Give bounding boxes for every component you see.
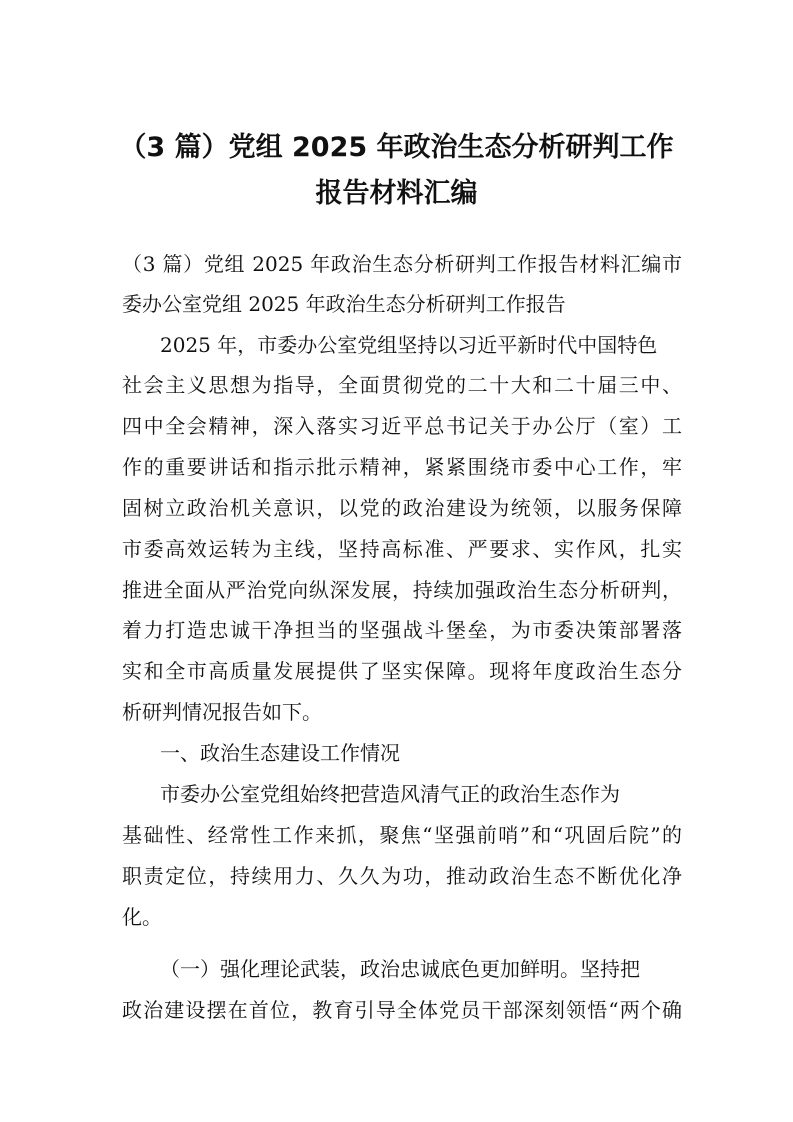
paragraph-2-line-3: 职责定位，持续用力、久久为功，推动政治生态不断优化净 xyxy=(122,864,682,888)
paragraph-1-line-3: 四中全会精神，深入落实习近平总书记关于办公厅（室）工 xyxy=(122,414,682,438)
section-heading: 一、政治生态建设工作情况 xyxy=(160,741,400,765)
paragraph-2-line-2: 基础性、经常性工作来抓，聚焦“坚强前哨”和“巩固后院”的 xyxy=(122,823,682,847)
paragraph-1-line-6: 市委高效运转为主线，坚持高标准、严要求、实作风，扎实 xyxy=(122,537,682,561)
paragraph-1-line-7: 推进全面从严治党向纵深发展，持续加强政治生态分析研判， xyxy=(122,578,682,602)
subtitle-line-2: 委办公室党组 2025 年政治生态分析研判工作报告 xyxy=(122,292,566,316)
subtitle-line-1: （3 篇）党组 2025 年政治生态分析研判工作报告材料汇编市 xyxy=(122,252,682,276)
paragraph-1-line-1: 2025 年，市委办公室党组坚持以习近平新时代中国特色 xyxy=(160,333,658,357)
paragraph-1-line-2: 社会主义思想为指导，全面贯彻党的二十大和二十届三中、 xyxy=(122,373,682,397)
paragraph-1-line-8: 着力打造忠诚干净担当的坚强战斗堡垒，为市委决策部署落 xyxy=(122,618,682,642)
paragraph-2-line-4: 化。 xyxy=(122,905,162,929)
paragraph-3-line-1: （一）强化理论武装，政治忠诚底色更加鲜明。坚持把 xyxy=(160,957,640,981)
document-title-line-1: （3 篇）党组 2025 年政治生态分析研判工作 xyxy=(119,132,674,163)
paragraph-1-line-9: 实和全市高质量发展提供了坚实保障。现将年度政治生态分 xyxy=(122,659,682,683)
document-title-line-2: 报告材料汇编 xyxy=(315,178,478,209)
paragraph-3-line-2: 政治建设摆在首位，教育引导全体党员干部深刻领悟“两个确 xyxy=(122,998,682,1022)
paragraph-1-line-5: 固树立政治机关意识，以党的政治建设为统领，以服务保障 xyxy=(122,496,682,520)
paragraph-1-line-10: 析研判情况报告如下。 xyxy=(122,700,322,724)
paragraph-2-line-1: 市委办公室党组始终把营造风清气正的政治生态作为 xyxy=(160,782,620,806)
paragraph-1-line-4: 作的重要讲话和指示批示精神，紧紧围绕市委中心工作，牢 xyxy=(122,455,682,479)
